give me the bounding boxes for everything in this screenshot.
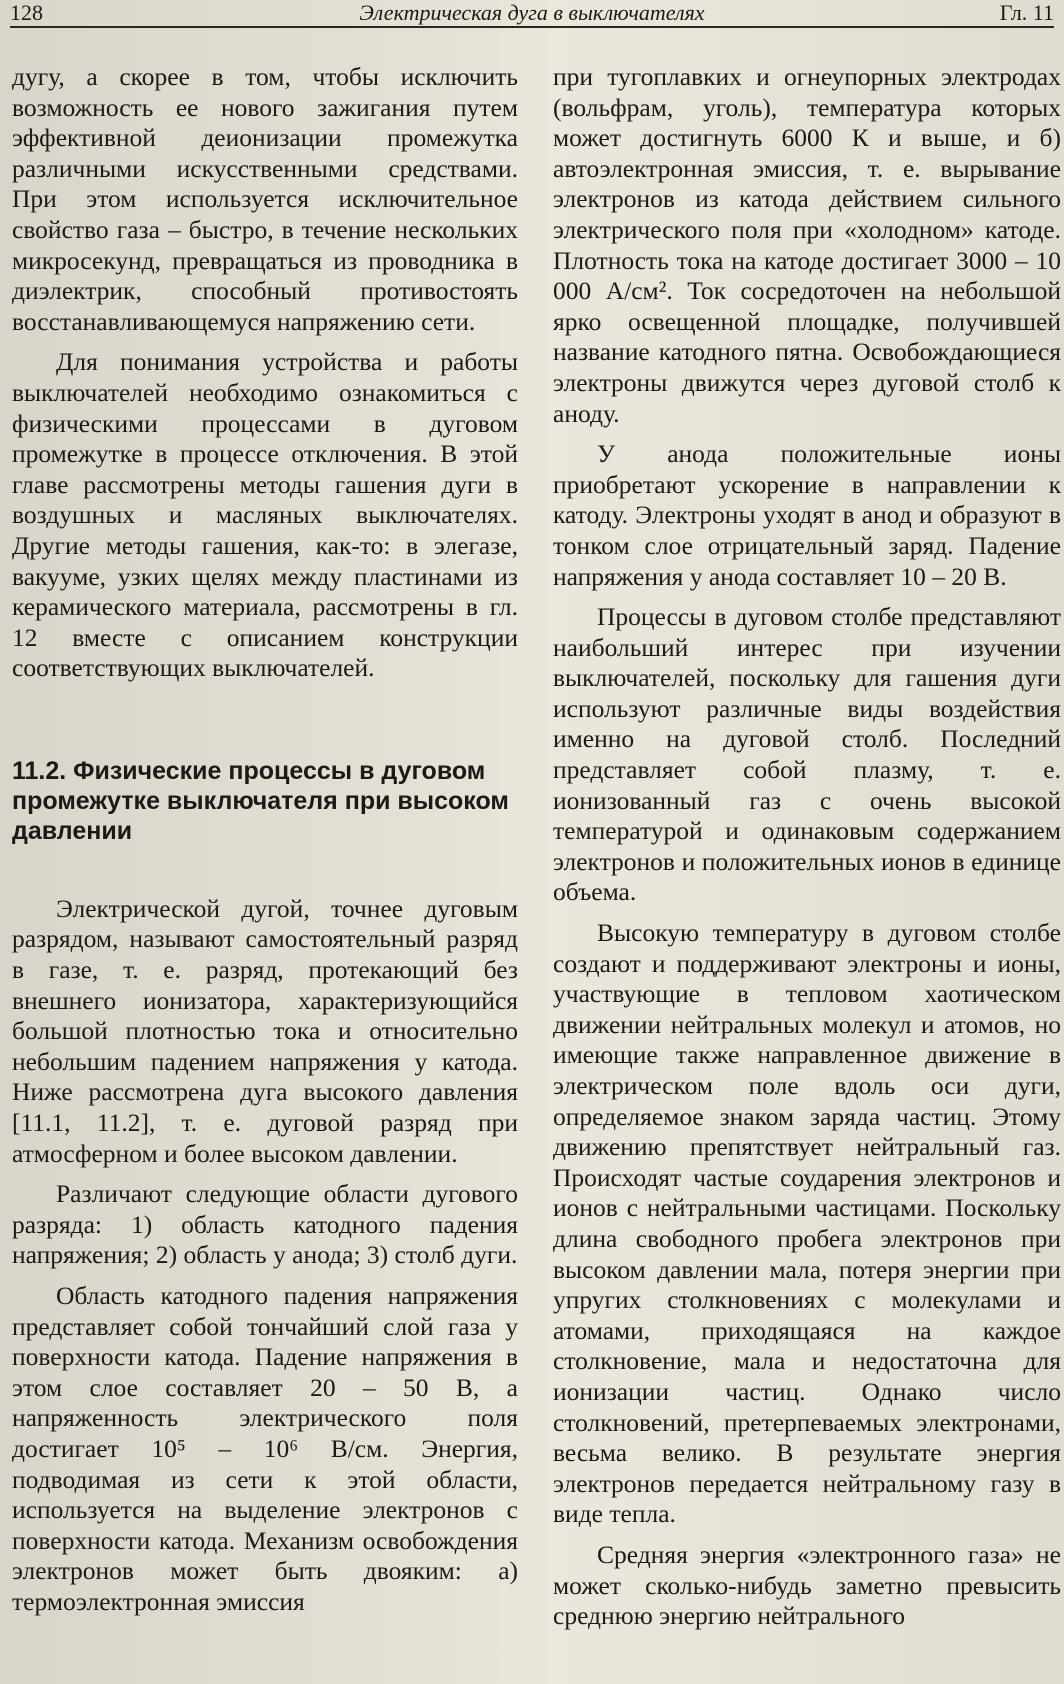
page-number: 128 bbox=[10, 0, 43, 25]
chapter-label: Гл. 11 bbox=[999, 0, 1054, 25]
paragraph: Средняя энергия «электронного газа» не может сколько-нибудь заметно превысить среднюю энергию нейтрального bbox=[553, 1539, 1061, 1631]
left-column bbox=[12, 62, 518, 1618]
paragraph: Различают следующие области дугового разряда: 1) область катодного падения напряжения; 2) область у анода; 3) столб дуги. bbox=[12, 1179, 518, 1270]
paragraph: Процессы в дуговом столбе представляют наибольший интерес при изучении выключателей, поскольку для гашения дуги используют различные виды воздействия именно на дуговой столб. Последний представляет собой плазму, т. е. ионизованный газ с очень высокой температурой и одинаковым содержанием электронов и положительных ионов в единице объема. bbox=[553, 602, 1061, 907]
right-column bbox=[553, 62, 1061, 1632]
running-title: Электрическая дуга в выключателях bbox=[359, 0, 705, 25]
paragraph: дугу, а скорее в том, чтобы исключить возможность ее нового зажигания путем эффективной деионизации промежутка различными искусственными средствами. При этом используется исключительное свойство газа – быстро, в течение нескольких микросекунд, превращаться из проводника в диэлектрик, способный противостоять восстанавливающемуся напряжению сети. bbox=[12, 62, 518, 336]
paragraph: Высокую температуру в дуговом столбе создают и поддерживают электроны и ионы, участвующие в тепловом хаотическом движении нейтральных молекул и атомов, но имеющие также направленное движение в электрическом поле вдоль оси дуги, определяемое знаком заряда частиц. Этому движению препятствует нейтральный газ. Происходят частые соударения электронов и ионов с нейтральными частицами. Поскольку длина свободного пробега электронов при высоком давлении мала, потеря энергии при упругих столкновениях с молекулами и атомами, приходящаяся на каждое столкновение, мала и недостаточна для ионизации частиц. Однако число столкновений, претерпеваемых электронами, весьма велико. В результате энергия электронов передается нейтральному газу в виде тепла. bbox=[553, 918, 1061, 1529]
paragraph: У анода положительные ионы приобретают ускорение в направлении к катоду. Электроны уходят в анод и образуют в тонком слое отрицательный заряд. Падение напряжения у анода составляет 10 – 20 В. bbox=[553, 439, 1061, 591]
running-header bbox=[10, 0, 1054, 28]
paragraph: Область катодного падения напряжения представляет собой тончайший слой газа у поверхности катода. Падение напряжения в этом слое составляет 20 – 50 В, а напряженность электрического поля достигает 10⁵ – 10⁶ В/см. Энергия, подводимая из сети к этой области, используется на выделение электронов с поверхности катода. Механизм освобождения электронов может быть двояким: а) термоэлектронная эмиссия bbox=[12, 1281, 518, 1616]
paragraph: Электрической дугой, точнее дуговым разрядом, называют самостоятельный разряд в газе, т. е. разряд, протекающий без внешнего ионизатора, характеризующийся большой плотностью тока и относительно небольшим падением напряжения у катода. Ниже рассмотрена дуга высокого давления [11.1, 11.2], т. е. дуговой разряд при атмосферном и более высоком давлении. bbox=[12, 893, 518, 1168]
paragraph: при тугоплавких и огнеупорных электродах (вольфрам, уголь), температура которых может достигнуть 6000 К и выше, и б) автоэлектронная эмиссия, т. е. вырывание электронов из катода действием сильного электрического поля при «холодном» катоде. Плотность тока на катоде достигает 3000 – 10 000 А/см². Ток сосредоточен на небольшой ярко освещенной площадке, получившей название катодного пятна. Освобождающиеся электроны движутся через дуговой столб к аноду. bbox=[553, 62, 1061, 428]
paragraph: Для понимания устройства и работы выключателей необходимо ознакомиться с физическими процессами в дуговом промежутке в процессе отключения. В этой главе рассмотрены методы гашения дуги в воздушных и масляных выключателях. Другие методы гашения, как-то: в элегазе, вакууме, узких щелях между пластинами из керамического материала, рассмотрены в гл. 12 вместе с описанием конструкции соответствующих выключателей. bbox=[12, 347, 518, 683]
section-title: 11.2. Физические процессы в дуговом промежутке выключателя при высоком давлении bbox=[12, 756, 509, 845]
